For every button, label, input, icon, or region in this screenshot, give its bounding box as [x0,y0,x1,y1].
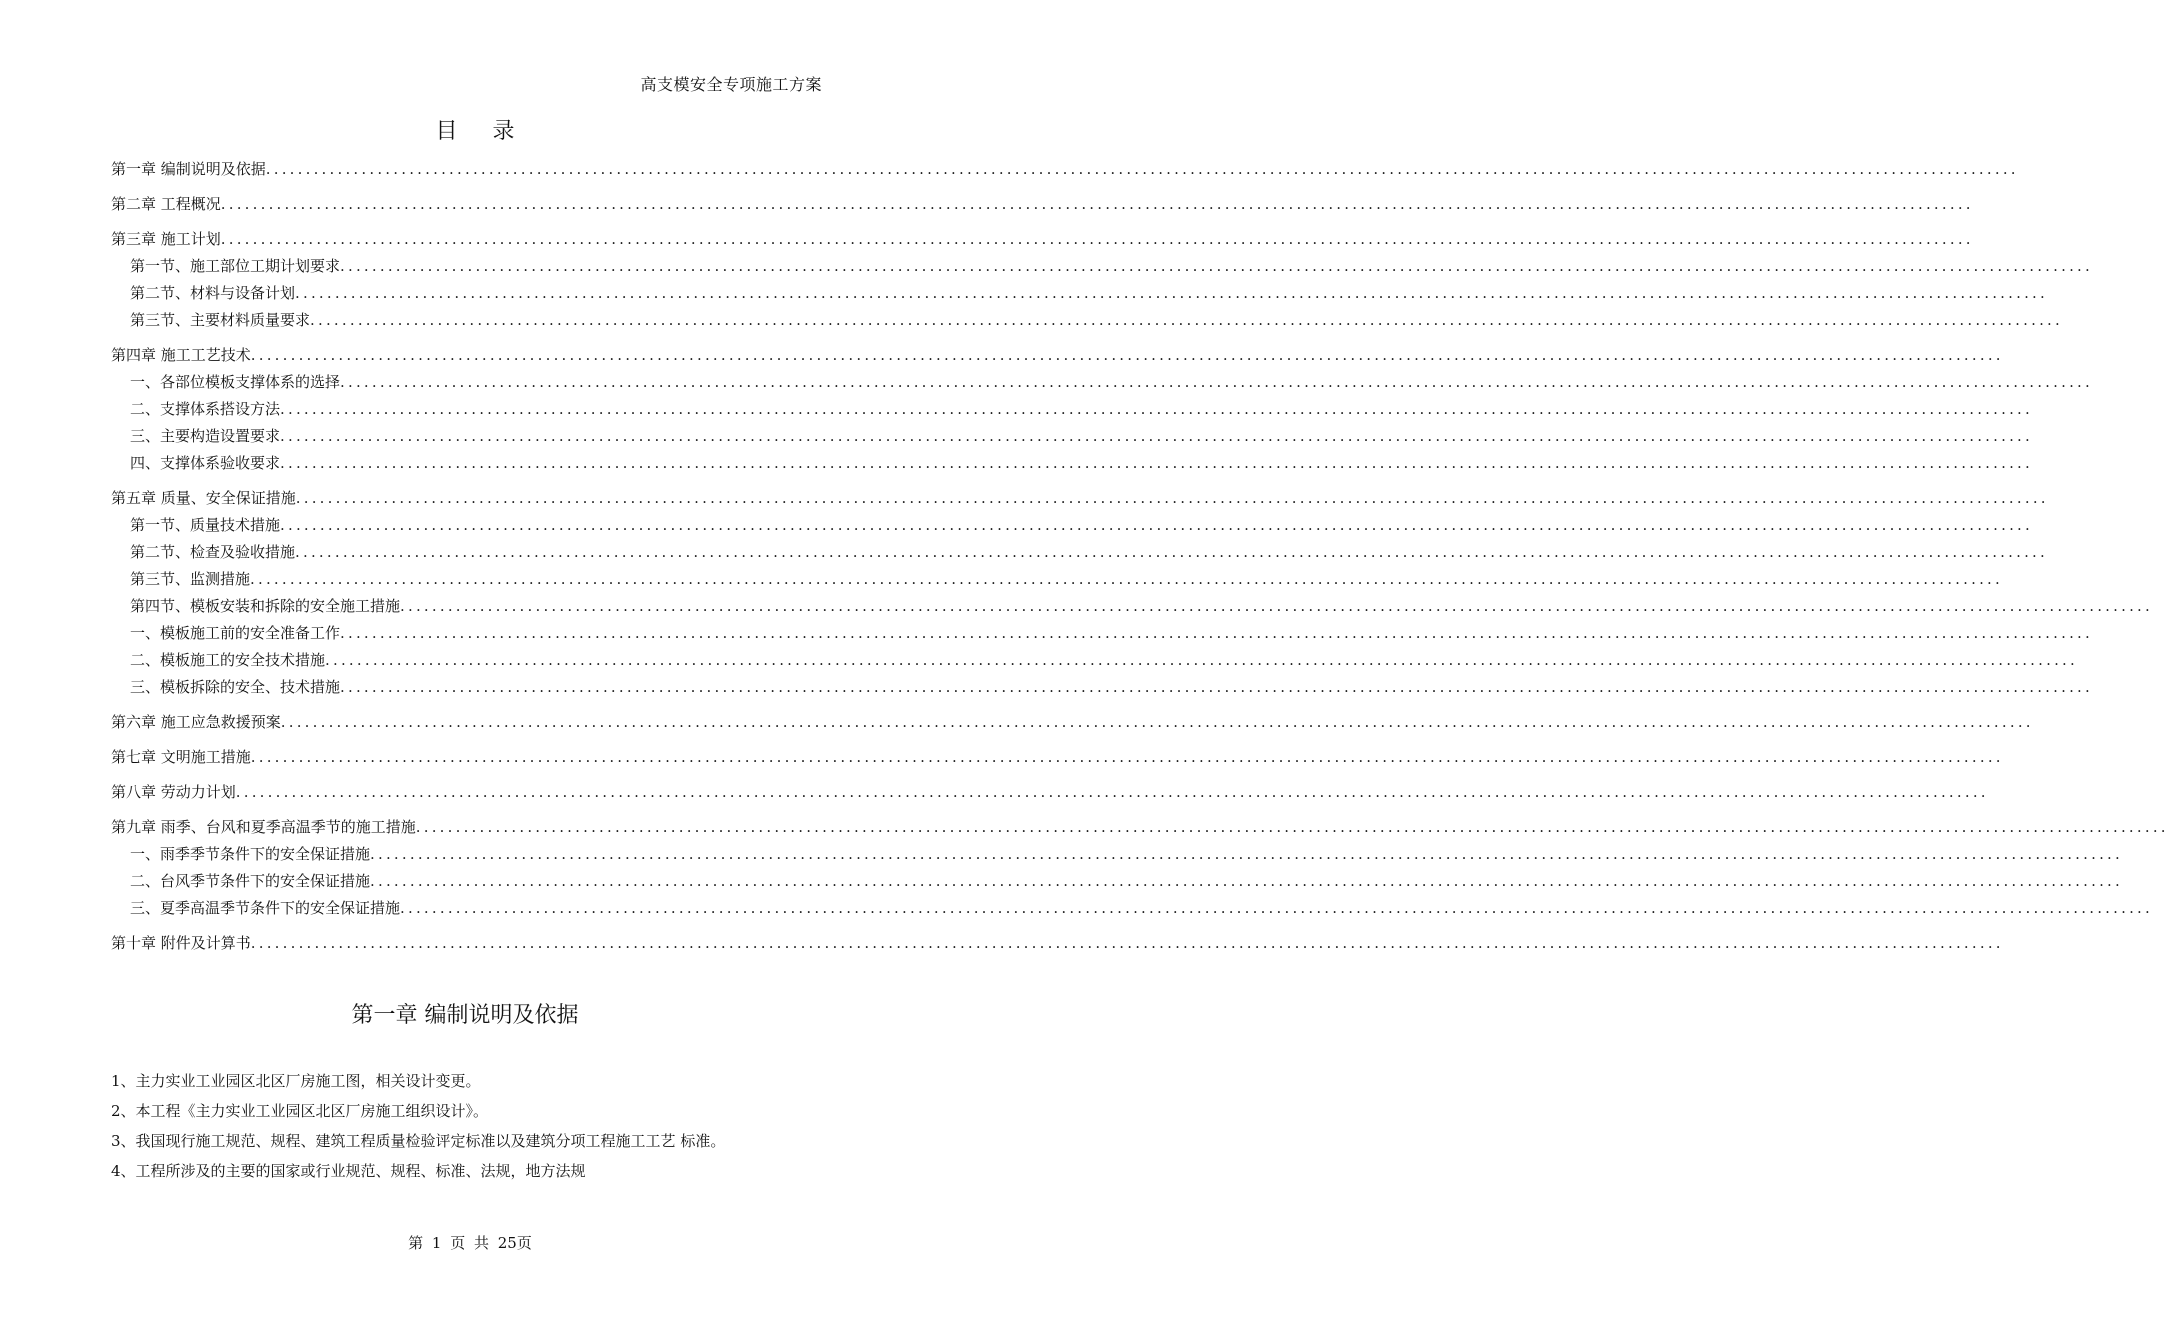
toc-entry-label: 第五章 质量、安全保证措施 [111,489,296,507]
toc-dot-leader: ............................................................................................................................................................................................................................ [235,783,1989,801]
toc-entry-label: 第一节、施工部位工期计划要求 [130,257,341,275]
toc-title: 目 录 [435,119,529,144]
toc-dot-leader: ............................................................................................................................................................................................................................ [295,543,2048,561]
toc-dot-leader: ............................................................................................................................................................................................................................ [340,257,2093,275]
toc-dot-leader: ............................................................................................................................................................................................................................ [415,818,2169,836]
toc-dot-leader: ............................................................................................................................................................................................................................ [340,373,2093,391]
basis-list [111,1066,911,1186]
toc-section-entry[interactable] [111,307,2063,334]
toc-dot-leader: ............................................................................................................................................................................................................................ [295,489,2049,507]
page-footer: 第 1 页 共 25页 [408,1234,532,1252]
toc-section-entry[interactable] [111,620,2093,647]
toc-dot-leader: ............................................................................................................................................................................................................................ [280,400,2033,418]
toc-chapter-entry[interactable] [111,930,2004,957]
toc-dot-leader: ............................................................................................................................................................................................................................ [250,346,2004,364]
toc-dot-leader: ............................................................................................................................................................................................................................ [250,748,2004,766]
toc-dot-leader: ............................................................................................................................................................................................................................ [400,597,2153,615]
toc-dot-leader: ............................................................................................................................................................................................................................ [265,160,2019,178]
toc-entry-label: 第三节、主要材料质量要求 [130,311,311,329]
toc-entry-label: 第八章 劳动力计划 [111,783,236,801]
toc-entry-label: 第一节、质量技术措施 [130,516,281,534]
toc-section-entry[interactable] [111,450,2033,477]
toc-dot-leader: ............................................................................................................................................................................................................................ [280,427,2033,445]
toc-chapter-entry[interactable] [111,744,2004,771]
toc-entry-label: 二、台风季节条件下的安全保证措施 [130,872,371,890]
toc-dot-leader: ............................................................................................................................................................................................................................ [340,624,2093,642]
toc-chapter-entry[interactable] [111,342,2004,369]
toc-entry-label: 第四节、模板安装和拆除的安全施工措施 [130,597,401,615]
running-header-title: 高支模安全专项施工方案 [640,75,822,94]
toc-entry-label: 第二节、材料与设备计划 [130,284,296,302]
toc-chapter-entry[interactable] [111,191,1974,218]
basis-item: 4、工程所涉及的主要的国家或行业规范、规程、标准、法规，地方法规 [111,1162,586,1180]
basis-item: 3、我国现行施工规范、规程、建筑工程质量检验评定标准以及建筑分项工程施工工艺 标准。 [111,1132,726,1150]
toc-dot-leader: ............................................................................................................................................................................................................................ [220,230,1974,248]
toc-entry-label: 三、主要构造设置要求 [130,427,281,445]
toc-entry-label: 第七章 文明施工措施 [111,748,251,766]
basis-item: 1、主力实业工业园区北区厂房施工图，相关设计变更。 [111,1072,481,1090]
toc-dot-leader: ............................................................................................................................................................................................................................ [220,195,1974,213]
toc-section-entry[interactable] [111,895,2153,922]
toc-chapter-entry[interactable] [111,779,1989,806]
toc-entry-label: 第三章 施工计划 [111,230,221,248]
toc-entry-label: 四、支撑体系验收要求 [130,454,281,472]
toc-chapter-entry[interactable] [111,709,2034,736]
toc-dot-leader: ............................................................................................................................................................................................................................ [295,284,2048,302]
table-of-contents [111,156,2169,957]
toc-entry-label: 三、模板拆除的安全、技术措施 [130,678,341,696]
toc-dot-leader: ............................................................................................................................................................................................................................ [280,516,2033,534]
toc-entry-label: 三、夏季高温季节条件下的安全保证措施 [130,899,401,917]
toc-dot-leader: ............................................................................................................................................................................................................................ [280,713,2034,731]
toc-dot-leader: ............................................................................................................................................................................................................................ [250,570,2003,588]
toc-entry-label: 二、支撑体系搭设方法 [130,400,281,418]
toc-section-entry[interactable] [111,280,2048,307]
toc-section-entry[interactable] [111,674,2093,701]
toc-entry-label: 第二章 工程概况 [111,195,221,213]
toc-dot-leader: ............................................................................................................................................................................................................................ [370,845,2123,863]
toc-section-entry[interactable] [111,423,2033,450]
toc-entry-label: 一、雨季季节条件下的安全保证措施 [130,845,371,863]
toc-entry-label: 第一章 编制说明及依据 [111,160,266,178]
toc-dot-leader: ............................................................................................................................................................................................................................ [400,899,2153,917]
chapter-heading: 第一章 编制说明及依据 [351,1003,579,1028]
toc-entry-label: 第三节、监测措施 [130,570,251,588]
toc-dot-leader: ............................................................................................................................................................................................................................ [370,872,2123,890]
toc-chapter-entry[interactable] [111,814,2169,841]
toc-section-entry[interactable] [111,512,2033,539]
toc-entry-label: 第六章 施工应急救援预案 [111,713,281,731]
toc-dot-leader: ............................................................................................................................................................................................................................ [250,934,2004,952]
toc-entry-label: 第四章 施工工艺技术 [111,346,251,364]
basis-item: 2、本工程《主力实业工业园区北区厂房施工组织设计》。 [111,1102,489,1120]
toc-entry-label: 一、模板施工前的安全准备工作 [130,624,341,642]
toc-chapter-entry[interactable] [111,226,1974,253]
toc-dot-leader: ............................................................................................................................................................................................................................ [310,311,2063,329]
toc-entry-label: 第九章 雨季、台风和夏季高温季节的施工措施 [111,818,416,836]
toc-entry-label: 一、各部位模板支撑体系的选择 [130,373,341,391]
toc-section-entry[interactable] [111,868,2123,895]
toc-section-entry[interactable] [111,253,2093,280]
toc-entry-label: 第十章 附件及计算书 [111,934,251,952]
toc-section-entry[interactable] [111,647,2078,674]
toc-entry-label: 第二节、检查及验收措施 [130,543,296,561]
toc-section-entry[interactable] [111,566,2003,593]
toc-dot-leader: ............................................................................................................................................................................................................................ [280,454,2033,472]
toc-section-entry[interactable] [111,369,2093,396]
toc-dot-leader: ............................................................................................................................................................................................................................ [340,678,2093,696]
toc-dot-leader: ............................................................................................................................................................................................................................ [325,651,2078,669]
toc-chapter-entry[interactable] [111,156,2019,183]
toc-entry-label: 二、模板施工的安全技术措施 [130,651,326,669]
toc-section-entry[interactable] [111,593,2153,620]
toc-section-entry[interactable] [111,841,2123,868]
toc-chapter-entry[interactable] [111,485,2049,512]
toc-section-entry[interactable] [111,539,2048,566]
toc-section-entry[interactable] [111,396,2033,423]
